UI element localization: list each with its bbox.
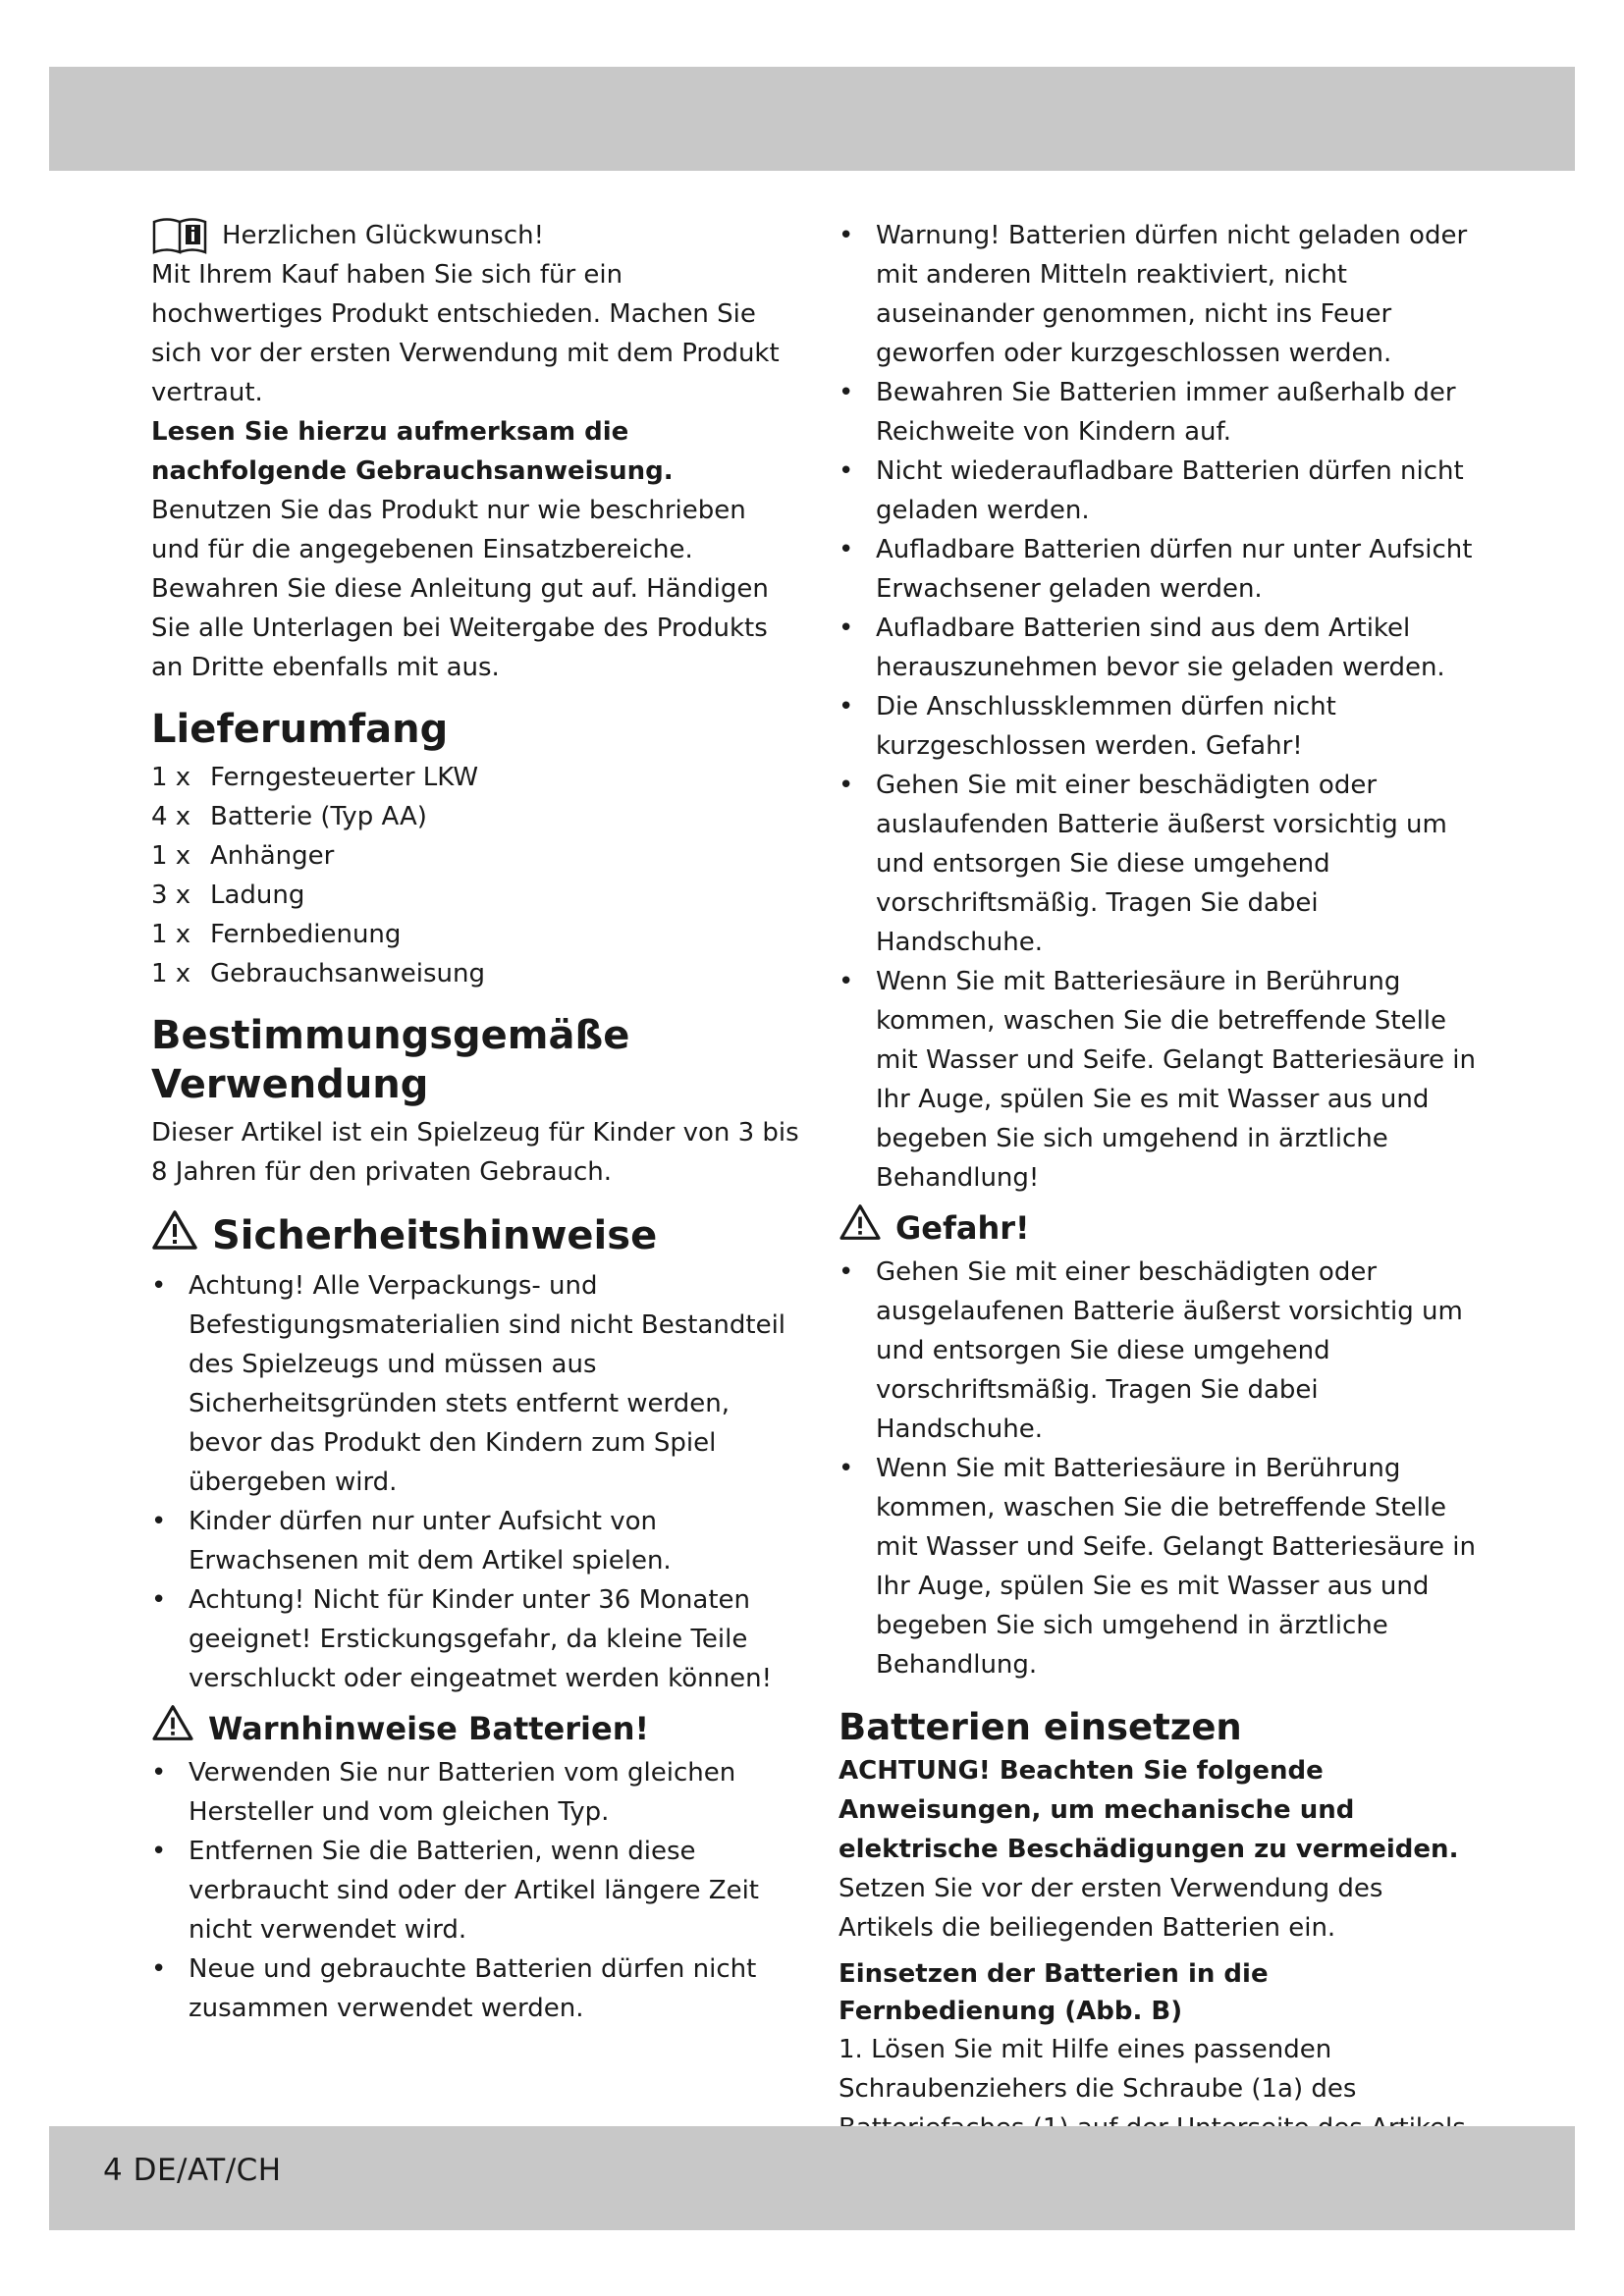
list-item: • Aufladbare Batterien dürfen nur unter Aufsicht Erwachsener geladen werden. xyxy=(839,530,1477,609)
list-item: • Bewahren Sie Batterien immer außerhalb der Reichweite von Kindern auf. xyxy=(839,373,1477,452)
warning-triangle-icon xyxy=(151,1704,194,1753)
list-item: 1. Lösen Sie mit Hilfe eines passenden Schraubenziehers die Schraube (1a) des xyxy=(839,2035,1357,2104)
list-item: • Die Anschlussklemmen dürfen nicht kurzgeschlossen werden. Gefahr! xyxy=(839,687,1477,766)
intro-more: Benutzen Sie das Produkt nur wie beschrieben und für die angegebenen Einsatzbereiche. Bewahren Sie diese Anleitung gut auf. Händigen Sie alle Unterlagen bei Weitergabe des Produkts an Dritte ebenfalls mit aus. xyxy=(151,496,769,682)
list-item: • Gehen Sie mit einer beschädigten oder auslaufenden Batterie äußerst vorsichtig um und entsorgen Sie diese umgehend vorschriftsmäßig. Tragen Sie dabei Handschuhe. xyxy=(839,766,1477,962)
bullet-icon: • xyxy=(839,771,854,800)
bullet-icon: • xyxy=(151,1758,167,1788)
list-item: • Warnung! Batterien dürfen nicht geladen oder mit anderen Mitteln reaktiviert, nicht auseinander genommen, nicht ins Feuer geworfen oder kurzgeschlossen werden. xyxy=(839,216,1477,373)
bullet-icon: • xyxy=(839,221,854,250)
list-item: • Achtung! Nicht für Kinder unter 36 Monaten geeignet! Erstickungsgefahr, da kleine Teile verschluckt oder eingeatmet werden können! xyxy=(151,1580,799,1698)
header-band xyxy=(49,67,1575,171)
intro-bold: Lesen Sie hierzu aufmerksam die nachfolgende Gebrauchsanweisung. xyxy=(151,417,674,486)
list-item: • Neue und gebrauchte Batterien dürfen nicht zusammen verwendet werden. xyxy=(151,1949,799,2028)
info-book-icon xyxy=(151,216,208,255)
list-item: • Verwenden Sie nur Batterien vom gleichen Hersteller und vom gleichen Typ. xyxy=(151,1753,799,1832)
list-item: 1 x Gebrauchsanweisung xyxy=(151,959,485,988)
right-column xyxy=(839,216,1477,2148)
insert-text: Setzen Sie vor der ersten Verwendung des Artikels die beiliegenden Batterien ein. xyxy=(839,1874,1383,1943)
remote-heading: Einsetzen der Batterien in die Fernbedienung (Abb. B) xyxy=(839,1959,1269,2026)
list-item: • Gehen Sie mit einer beschädigten oder ausgelaufenen Batterie äußerst vorsichtig um und entsorgen Sie diese umgehend vorschriftsmäßig. Tragen Sie dabei Handschuhe. xyxy=(839,1253,1477,1449)
warning-triangle-icon xyxy=(839,1203,882,1253)
battery-warn-heading: Warnhinweise Batterien! xyxy=(208,1710,650,1747)
list-item: • Wenn Sie mit Batteriesäure in Berührung kommen, waschen Sie die betreffende Stelle mit Wasser und Seife. Gelangt Batteriesäure in Ihr Auge, spülen Sie es mit Wasser aus und begeben Sie sich umgehend in ärztliche Behandlung. xyxy=(839,1449,1477,1684)
scope-list xyxy=(151,758,799,993)
insert-heading: Batterien einsetzen xyxy=(839,1706,1242,1748)
list-item: 4 x Batterie (Typ AA) xyxy=(151,802,427,831)
list-item: 1 x Fernbedienung xyxy=(151,920,402,949)
insert-bold: ACHTUNG! Beachten Sie folgende Anweisungen, um mechanische und elektrische Beschädigungen zu vermeiden. xyxy=(839,1756,1459,1864)
bullet-icon: • xyxy=(839,614,854,643)
danger-heading: Gefahr! xyxy=(895,1209,1030,1247)
danger-heading-line xyxy=(839,1203,1477,1253)
bullet-icon: • xyxy=(839,967,854,996)
danger-list xyxy=(839,1253,1477,1684)
intro-title-line xyxy=(151,216,799,255)
bullet-icon: • xyxy=(151,1837,167,1866)
bullet-icon: • xyxy=(839,1454,854,1483)
list-item: 1 x Ferngesteuerter LKW xyxy=(151,763,479,792)
bullet-icon: • xyxy=(839,692,854,721)
bullet-icon: • xyxy=(151,1507,167,1536)
bullet-icon: • xyxy=(839,378,854,407)
bullet-icon: • xyxy=(839,1257,854,1287)
bullet-icon: • xyxy=(151,1954,167,1984)
safety-heading: Sicherheitshinweise xyxy=(212,1213,658,1258)
battery-warn-list-cont xyxy=(839,216,1477,1198)
list-item: • Aufladbare Batterien sind aus dem Artikel herauszunehmen bevor sie geladen werden. xyxy=(839,609,1477,687)
list-item: • Nicht wiederaufladbare Batterien dürfen nicht geladen werden. xyxy=(839,452,1477,530)
warning-triangle-icon xyxy=(151,1209,198,1262)
list-item: • Achtung! Alle Verpackungs- und Befestigungsmaterialien sind nicht Bestandteil des Spielzeugs und müssen aus Sicherheitsgründen stets entfernt werden, bevor das Produkt den Kindern zum Spiel übergeben wird. xyxy=(151,1266,799,1502)
safety-list xyxy=(151,1266,799,1698)
battery-warn-list xyxy=(151,1753,799,2028)
bullet-icon: • xyxy=(151,1585,167,1615)
list-item: • Kinder dürfen nur unter Aufsicht von Erwachsenen mit dem Artikel spielen. xyxy=(151,1502,799,1580)
page-number: 4 DE/AT/CH xyxy=(103,2153,282,2188)
scope-heading: Lieferumfang xyxy=(151,707,449,752)
battery-warn-heading-line xyxy=(151,1704,799,1753)
use-text: Dieser Artikel ist ein Spielzeug für Kinder von 3 bis 8 Jahren für den privaten Gebrauch. xyxy=(151,1118,799,1187)
list-item: 1 x Anhänger xyxy=(151,841,335,871)
intro-text: Mit Ihrem Kauf haben Sie sich für ein hochwertiges Produkt entschieden. Machen Sie sich vor der ersten Verwendung mit dem Produkt vertraut. xyxy=(151,260,780,407)
list-item: 3 x Ladung xyxy=(151,881,305,910)
bullet-icon: • xyxy=(151,1271,167,1301)
list-item: • Wenn Sie mit Batteriesäure in Berührung kommen, waschen Sie die betreffende Stelle mit Wasser und Seife. Gelangt Batteriesäure in Ihr Auge, spülen Sie es mit Wasser aus und begeben Sie sich umgehend in ärztliche Behandlung! xyxy=(839,962,1477,1198)
left-column xyxy=(151,216,799,2028)
intro-title: Herzlichen Glückwunsch! xyxy=(222,221,545,250)
bullet-icon: • xyxy=(839,535,854,564)
use-heading: Bestimmungsgemäße Verwendung xyxy=(151,1013,630,1107)
safety-heading-line xyxy=(151,1209,799,1262)
list-item: • Entfernen Sie die Batterien, wenn diese verbraucht sind oder der Artikel längere Zeit nicht verwendet wird. xyxy=(151,1832,799,1949)
bullet-icon: • xyxy=(839,456,854,486)
